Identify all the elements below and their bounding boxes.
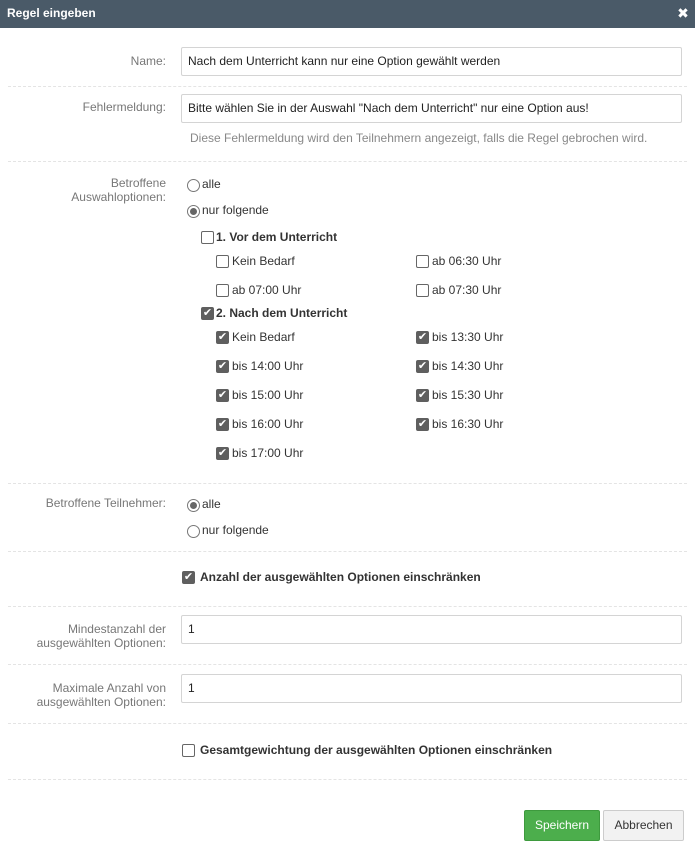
option-checkbox[interactable]: ✔: [217, 389, 228, 401]
max-label: [37, 681, 166, 709]
divider: [8, 664, 687, 665]
option-checkbox[interactable]: ✔: [417, 418, 428, 430]
max-label-line: Maximale Anzahl von: [52, 681, 166, 695]
option-checkbox[interactable]: ✔: [417, 389, 428, 401]
min-label-line: ausgewählten Optionen:: [36, 636, 166, 650]
option-label: Kein Bedarf: [232, 330, 295, 344]
min-label-line: Mindestanzahl der: [67, 622, 166, 636]
participants-all-label: alle: [202, 497, 221, 511]
limit-weight-label: Gesamtgewichtung der ausgewählten Optionen einschränken: [200, 743, 553, 757]
save-button[interactable]: Speichern: [524, 810, 600, 841]
dialog-title: Regel eingeben: [7, 6, 96, 20]
options-label-line: Betroffene: [110, 176, 166, 190]
min-count-input[interactable]: 1: [181, 615, 682, 644]
max-count-input[interactable]: 1: [181, 674, 682, 703]
option-label: ab 07:30 Uhr: [432, 283, 502, 297]
divider: [8, 779, 687, 780]
options-some-radio[interactable]: [187, 205, 200, 218]
limit-count-label: Anzahl der ausgewählten Optionen einschränken: [200, 570, 481, 584]
option-checkbox[interactable]: [416, 255, 429, 268]
divider: [8, 161, 687, 162]
cancel-button[interactable]: Abbrechen: [603, 810, 684, 841]
dialog-titlebar: [0, 0, 695, 28]
participants-some-label: nur folgende: [202, 523, 269, 537]
name-input[interactable]: Nach dem Unterricht kann nur eine Option gewählt werden: [181, 47, 682, 76]
limit-weight-checkbox[interactable]: [182, 744, 195, 757]
max-label-line: ausgewählten Optionen:: [36, 695, 166, 709]
error-hint: Diese Fehlermeldung wird den Teilnehmern angezeigt, falls die Regel gebrochen wird.: [190, 131, 648, 145]
option-checkbox[interactable]: [216, 255, 229, 268]
close-icon[interactable]: ✖: [677, 5, 689, 21]
option-label: bis 14:00 Uhr: [232, 359, 304, 373]
option-checkbox[interactable]: [416, 284, 429, 297]
option-label: ab 06:30 Uhr: [432, 254, 502, 268]
options-label: [71, 176, 166, 204]
option-checkbox[interactable]: [216, 284, 229, 297]
group-label-vor-dem-unterricht: 1. Vor dem Unterricht: [216, 230, 338, 244]
option-label: bis 13:30 Uhr: [432, 330, 504, 344]
divider: [8, 483, 687, 484]
divider: [8, 723, 687, 724]
option-label: bis 14:30 Uhr: [432, 359, 504, 373]
options-all-label: alle: [202, 177, 221, 191]
option-checkbox[interactable]: ✔: [417, 360, 428, 372]
option-label: bis 16:30 Uhr: [432, 417, 504, 431]
group-label-nach-dem-unterricht: 2. Nach dem Unterricht: [216, 306, 348, 320]
option-checkbox[interactable]: ✔: [217, 418, 228, 430]
option-checkbox[interactable]: ✔: [417, 331, 428, 343]
option-label: bis 15:30 Uhr: [432, 388, 504, 402]
participants-some-radio[interactable]: [187, 525, 200, 538]
group-checkbox-vor-dem-unterricht[interactable]: [201, 231, 214, 244]
min-label: [37, 622, 166, 650]
group-checkbox-nach-dem-unterricht[interactable]: ✔: [202, 307, 213, 319]
divider: [8, 606, 687, 607]
divider: [8, 551, 687, 552]
option-label: bis 15:00 Uhr: [232, 388, 304, 402]
option-label: ab 07:00 Uhr: [232, 283, 302, 297]
option-checkbox[interactable]: ✔: [217, 331, 228, 343]
divider: [8, 86, 687, 87]
options-label-line: Auswahloptionen:: [71, 190, 166, 204]
participants-all-radio[interactable]: [187, 499, 200, 512]
participants-label: Betroffene Teilnehmer:: [45, 496, 166, 510]
option-checkbox[interactable]: ✔: [217, 447, 228, 459]
name-label: Name:: [130, 54, 166, 68]
option-label: bis 16:00 Uhr: [232, 417, 304, 431]
option-checkbox[interactable]: ✔: [217, 360, 228, 372]
option-label: bis 17:00 Uhr: [232, 446, 304, 460]
option-label: Kein Bedarf: [232, 254, 295, 268]
limit-count-checkbox[interactable]: ✔: [183, 571, 194, 583]
options-some-label: nur folgende: [202, 203, 269, 217]
error-message-input[interactable]: Bitte wählen Sie in der Auswahl "Nach dem Unterricht" nur eine Option aus!: [181, 94, 682, 123]
error-label: Fehlermeldung:: [82, 100, 166, 114]
options-all-radio[interactable]: [187, 179, 200, 192]
